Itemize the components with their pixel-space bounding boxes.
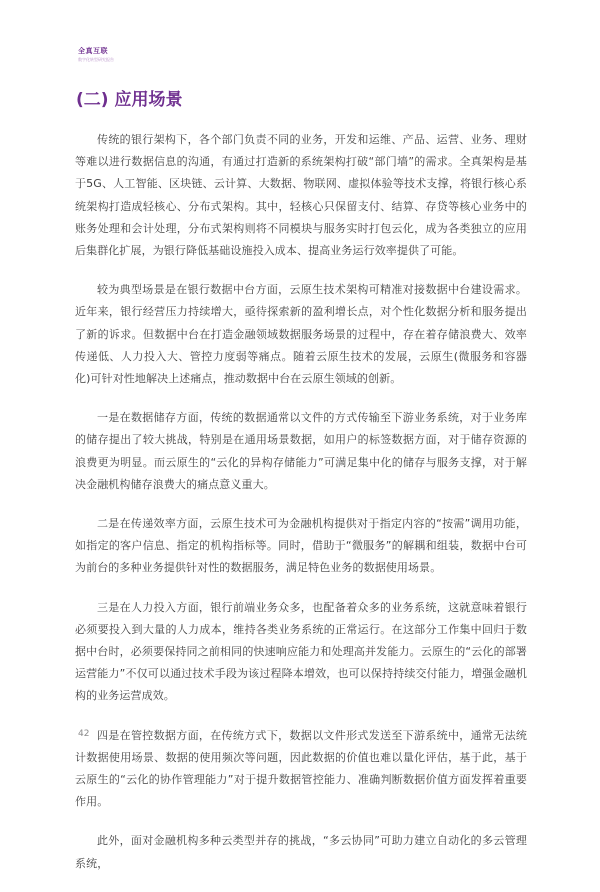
section-title: (二) 应用场景	[76, 90, 183, 110]
brand-subtitle: 数字化转型研究报告	[78, 57, 114, 62]
brand-title: 全真互联	[78, 47, 108, 55]
paragraph: 一是在数据储存方面，传统的数据通常以文件的方式传输至下游业务系统，对于业务库的储存提出了较大挑战，特别是在通用场景数据，如用户的标签数据方面，对于储存资源的浪费更为明显。而云原生的“云化的异构存储能力”可满足集中化的储存与服务支撑，对于解决金融机构储存浪费大的痛点意义重大。	[75, 411, 527, 491]
paragraph: 较为典型场景是在银行数据中台方面，云原生技术架构可精准对接数据中台建设需求。近年来，银行经营压力持续增大，亟待探索新的盈利增长点，对个性化数据分析和服务提出了新的诉求。但数据中台在打造金融领域数据服务场景的过程中，存在着存储浪费大、效率传递低、人力投入大、管控力度弱等痛点。随着云原生技术的发展，云原生(微服务和容器化)可针对性地解决上述痛点，推动数据中台在云原生领域的创新。	[75, 283, 527, 386]
paragraph: 三是在人力投入方面，银行前端业务众多，也配备着众多的业务系统，这就意味着银行必须要投入到大量的人力成本，维持各类业务系统的正常运行。在这部分工作集中回归于数据中台时，必须要保持同之前相同的快速响应能力和处理高并发能力。云原生的“云化的部署运营能力”不仅可以通过技术手段为该过程降本增效，也可以保持持续交付能力，增强金融机构的业务运营成效。	[75, 600, 527, 703]
body-text	[75, 129, 527, 892]
brand-header	[78, 47, 114, 63]
page-number: 42	[78, 729, 90, 739]
paragraph: 此外，面对金融机构多种云类型并存的挑战，“多云协同”可助力建立自动化的多云管理系统，	[75, 834, 527, 870]
paragraph: 传统的银行架构下，各个部门负责不同的业务，开发和运维、产品、运营、业务、理财等难以进行数据信息的沟通，有通过打造新的系统架构打破“部门墙”的需求。全真架构是基于5G、人工智能、区块链、云计算、大数据、物联网、虚拟体验等技术支撑，将银行核心系统架构打造成轻核心、分布式架构。其中，轻核心只保留支付、结算、存贷等核心业务中的账务处理和会计处理，分布式架构则将不同模块与服务实时打包云化，成为各类独立的应用后集群化扩展，为银行降低基础设施投入成本、提高业务运行效率提供了可能。	[75, 133, 527, 258]
paragraph: 四是在管控数据方面，在传统方式下，数据以文件形式发送至下游系统中，通常无法统计数据使用场景、数据的使用频次等问题，因此数据的价值也难以量化评估，基于此，基于云原生的“云化的协作管理能力”对于提升数据管控能力、准确判断数据价值方面发挥着重要作用。	[75, 728, 527, 809]
paragraph: 二是在传递效率方面，云原生技术可为金融机构提供对于指定内容的“按需”调用功能，如指定的客户信息、指定的机构指标等。同时，借助于“微服务”的解耦和组装，数据中台可为前台的多种业务提供针对性的数据服务，满足特色业务的数据使用场景。	[75, 517, 527, 575]
